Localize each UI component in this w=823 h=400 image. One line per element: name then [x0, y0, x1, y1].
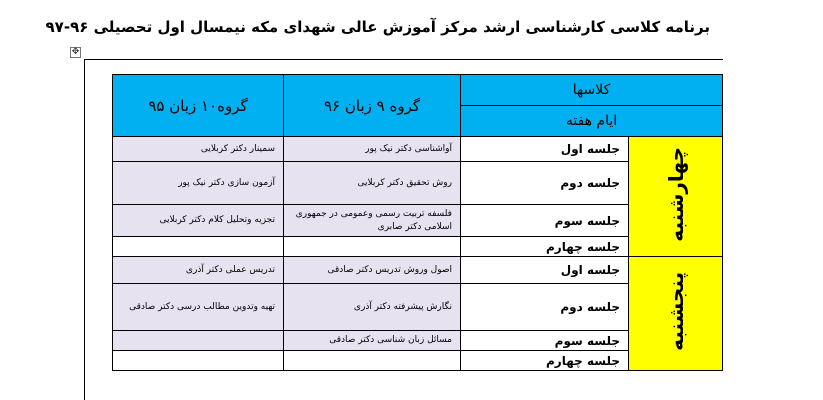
- class-cell: [284, 351, 461, 371]
- class-cell: آزمون سازی دکتر نیک پور: [113, 162, 284, 205]
- day-cell-wednesday: [629, 137, 723, 257]
- table-move-handle-icon[interactable]: ✥: [71, 47, 80, 57]
- classes-header-cell: کلاسها: [461, 75, 723, 106]
- day-label: پنجشنبه: [663, 272, 688, 351]
- class-cell: تهیه وتدوین مطالب درسی دکتر صادقی: [113, 284, 284, 331]
- group-95-header: گروه۱۰ زبان ۹۵: [113, 75, 284, 137]
- class-cell: [113, 351, 284, 371]
- class-cell: سمینار دکتر کربلایی: [113, 137, 284, 162]
- class-cell: فلسفه تربیت رسمی وعمومی در جمهوری اسلامی دکتر صابری: [284, 205, 461, 237]
- class-cell: روش تحقیق دکتر کربلایی: [284, 162, 461, 205]
- session-label: جلسه دوم: [461, 284, 629, 331]
- class-cell: تجزیه وتحلیل کلام دکتر کربلایی: [113, 205, 284, 237]
- table-row: [113, 257, 723, 284]
- top-border-line: [84, 59, 723, 60]
- table-row: [113, 137, 723, 162]
- page-title: برنامه کلاسی کارشناسی ارشد مرکز آموزش عالی شهدای مکه نیمسال اول تحصیلی ۹۶-۹۷: [45, 18, 710, 36]
- session-label: جلسه چهارم: [461, 351, 629, 371]
- class-cell: مسائل زبان شناسی دکتر صادقی: [284, 331, 461, 351]
- session-label: جلسه چهارم: [461, 237, 629, 257]
- class-cell: آواشناسی دکتر نیک پور: [284, 137, 461, 162]
- session-label: جلسه اول: [461, 257, 629, 284]
- session-label: جلسه سوم: [461, 205, 629, 237]
- day-label: چهارشنبه: [663, 147, 688, 242]
- group-96-header: گروه ۹ زبان ۹۶: [284, 75, 461, 137]
- class-cell: تدریس عملی دکتر آذری: [113, 257, 284, 284]
- session-label: جلسه سوم: [461, 331, 629, 351]
- session-label: جلسه اول: [461, 137, 629, 162]
- session-label: جلسه دوم: [461, 162, 629, 205]
- schedule-table: [112, 74, 723, 371]
- header-row-classes: [113, 75, 723, 106]
- weekdays-header-cell: ایام هفته: [461, 106, 723, 137]
- class-cell: اصول وروش تدریس دکتر صادقی: [284, 257, 461, 284]
- class-cell: [113, 331, 284, 351]
- class-cell: [113, 237, 284, 257]
- class-cell: [284, 237, 461, 257]
- left-border-line: [84, 59, 85, 400]
- day-cell-thursday: [629, 257, 723, 371]
- class-cell: نگارش پیشرفته دکتر آذری: [284, 284, 461, 331]
